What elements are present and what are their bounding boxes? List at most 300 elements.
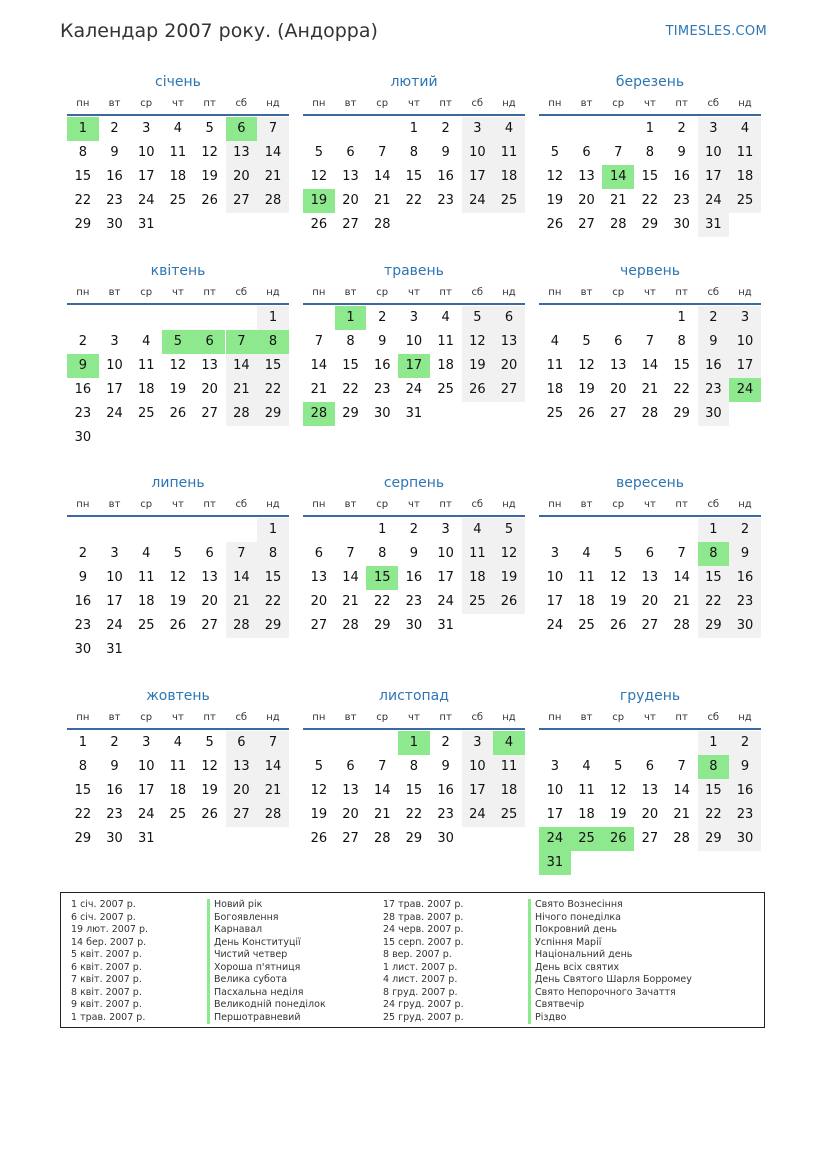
weekday-label: чт xyxy=(408,287,420,298)
day-cell: 21 xyxy=(373,193,391,208)
day-cell: 15 xyxy=(641,169,659,184)
day-cell: 30 xyxy=(74,430,92,445)
day-cell: 24 xyxy=(462,189,494,213)
weekday-label: пн xyxy=(548,712,562,723)
day-cell: 24 xyxy=(546,618,564,633)
day-cell: 30 xyxy=(698,402,730,426)
weekday-label: нд xyxy=(266,98,280,109)
legend-date: 5 квіт. 2007 р. xyxy=(71,949,142,960)
weekday-label: ср xyxy=(140,712,153,723)
day-cell: 10 xyxy=(106,358,123,373)
weekday-header xyxy=(303,497,525,517)
day-cell: 1 xyxy=(645,121,655,136)
day-cell: 27 xyxy=(493,378,525,402)
day-cell: 27 xyxy=(609,406,627,421)
day-cell: 22 xyxy=(698,803,730,827)
day-cell: 9 xyxy=(409,546,419,561)
day-cell: 3 xyxy=(550,546,559,561)
month-name: листопад xyxy=(379,688,449,704)
day-cell: 26 xyxy=(602,827,634,851)
legend-names-2 xyxy=(528,899,692,1024)
day-cell: 9 xyxy=(441,759,450,774)
day-cell: 22 xyxy=(74,807,92,822)
day-cell: 4 xyxy=(493,731,525,755)
day-cell: 29 xyxy=(405,831,423,846)
day-cell: 29 xyxy=(257,614,289,638)
legend-date: 17 трав. 2007 р. xyxy=(383,899,464,910)
legend-date: 7 квіт. 2007 р. xyxy=(71,974,142,985)
day-cell: 19 xyxy=(493,566,525,590)
day-cell: 14 xyxy=(673,783,690,798)
legend-date: 9 квіт. 2007 р. xyxy=(71,999,142,1010)
day-cell: 27 xyxy=(641,831,659,846)
day-cell: 30 xyxy=(74,642,92,657)
weekday-label: пн xyxy=(76,712,90,723)
legend-date: 28 трав. 2007 р. xyxy=(383,911,464,923)
day-cell: 19 xyxy=(169,382,187,397)
day-cell: 1 xyxy=(378,522,387,537)
legend-holiday-name: Свято Непорочного Зачаття xyxy=(528,987,692,1000)
day-cell: 3 xyxy=(142,121,151,136)
day-cell: 21 xyxy=(342,594,359,609)
day-cell: 1 xyxy=(257,518,289,542)
day-cell: 6 xyxy=(194,330,226,354)
weekday-label: чт xyxy=(172,287,184,298)
day-cell: 24 xyxy=(729,378,761,402)
weekday-header xyxy=(67,96,289,116)
day-cell: 5 xyxy=(205,735,214,750)
day-cell: 15 xyxy=(74,169,92,184)
day-cell: 24 xyxy=(405,382,423,397)
day-cell: 31 xyxy=(539,851,571,875)
day-cell: 19 xyxy=(578,382,595,397)
day-cell: 6 xyxy=(645,546,655,561)
day-cell: 19 xyxy=(201,169,218,184)
weekday-label: пт xyxy=(203,287,216,298)
day-cell: 30 xyxy=(373,406,391,421)
legend-holiday-name: День Святого Шарля Борромеу xyxy=(528,974,692,987)
day-cell: 23 xyxy=(106,193,123,208)
month-name: грудень xyxy=(619,688,681,704)
day-cell: 21 xyxy=(257,165,289,189)
day-cell: 25 xyxy=(169,193,187,208)
day-cell: 11 xyxy=(169,145,187,160)
weekday-label: пн xyxy=(312,98,326,109)
brand-link[interactable]: TIMESLES.COM xyxy=(665,24,767,39)
legend-date: 24 черв. 2007 р. xyxy=(383,924,464,935)
day-cell: 19 xyxy=(609,594,627,609)
day-cell: 20 xyxy=(226,165,258,189)
weekday-label: ср xyxy=(140,287,153,298)
day-cell: 10 xyxy=(137,759,155,774)
month-name: червень xyxy=(619,263,681,279)
day-cell: 9 xyxy=(729,755,761,779)
weekday-label: пт xyxy=(203,712,216,723)
day-cell: 9 xyxy=(110,145,119,160)
day-cell: 2 xyxy=(677,121,686,136)
day-cell: 12 xyxy=(169,358,187,373)
month-name: липень xyxy=(151,475,205,491)
weekday-label: нд xyxy=(738,98,752,109)
weekday-label: сб xyxy=(707,287,720,298)
month-name: лютий xyxy=(390,74,438,90)
legend-date: 25 груд. 2007 р. xyxy=(383,1011,464,1023)
day-cell: 10 xyxy=(698,141,730,165)
weekday-label: сб xyxy=(471,98,484,109)
day-cell: 11 xyxy=(578,570,595,585)
weekday-label: ср xyxy=(612,98,625,109)
day-cell: 8 xyxy=(698,542,730,566)
day-cell: 27 xyxy=(226,189,258,213)
day-cell: 7 xyxy=(346,546,355,561)
day-cell: 21 xyxy=(673,807,690,822)
day-cell: 26 xyxy=(578,406,595,421)
day-cell: 21 xyxy=(310,382,328,397)
weekday-label: чт xyxy=(172,98,184,109)
weekday-label: пт xyxy=(439,712,452,723)
day-cell: 14 xyxy=(226,354,258,378)
day-cell: 22 xyxy=(641,193,659,208)
day-cell: 8 xyxy=(409,145,419,160)
page-title: Календар 2007 року. (Андорра) xyxy=(60,20,378,42)
day-cell: 22 xyxy=(257,378,289,402)
day-cell: 2 xyxy=(729,731,761,755)
day-cell: 1 xyxy=(698,731,730,755)
day-cell: 31 xyxy=(405,406,423,421)
day-cell: 19 xyxy=(462,354,494,378)
weekday-label: сб xyxy=(471,712,484,723)
weekday-label: нд xyxy=(502,98,516,109)
day-cell: 12 xyxy=(310,169,328,184)
day-cell: 22 xyxy=(405,193,423,208)
day-cell: 12 xyxy=(201,759,218,774)
day-cell: 19 xyxy=(310,807,328,822)
legend-holiday-name: Великодній понеділок xyxy=(207,999,326,1012)
legend-holiday-name: Успіння Марії xyxy=(528,937,692,950)
day-cell: 30 xyxy=(106,217,123,232)
day-cell: 20 xyxy=(310,594,328,609)
day-cell: 23 xyxy=(729,590,761,614)
weekday-header xyxy=(539,710,761,730)
day-cell: 13 xyxy=(641,783,659,798)
day-cell: 7 xyxy=(614,145,623,160)
day-cell: 13 xyxy=(226,755,258,779)
day-cell: 23 xyxy=(437,807,454,822)
day-cell: 28 xyxy=(673,618,690,633)
legend-holiday-name: Першотравневий xyxy=(207,1012,326,1025)
day-cell: 12 xyxy=(609,783,627,798)
weekday-label: сб xyxy=(471,499,484,510)
weekday-label: ср xyxy=(140,98,153,109)
day-cell: 24 xyxy=(137,193,155,208)
day-cell: 26 xyxy=(310,831,328,846)
day-cell: 18 xyxy=(137,382,155,397)
weekday-header xyxy=(539,96,761,116)
day-cell: 1 xyxy=(677,310,686,325)
day-cell: 19 xyxy=(201,783,218,798)
day-cell: 5 xyxy=(205,121,214,136)
day-cell: 20 xyxy=(609,382,627,397)
legend-holiday-name: Покровний день xyxy=(528,924,692,937)
day-cell: 14 xyxy=(342,570,359,585)
day-cell: 8 xyxy=(257,542,289,566)
day-cell: 17 xyxy=(462,165,494,189)
month-name: квітень xyxy=(150,263,206,279)
day-cell: 2 xyxy=(698,306,730,330)
weekday-label: чт xyxy=(644,98,656,109)
day-cell: 27 xyxy=(201,406,218,421)
day-cell: 21 xyxy=(257,779,289,803)
weekday-label: пн xyxy=(548,287,562,298)
month-9 xyxy=(539,474,761,667)
month-name: березень xyxy=(615,74,685,90)
day-cell: 26 xyxy=(609,618,627,633)
day-cell: 26 xyxy=(169,406,187,421)
day-cell: 20 xyxy=(641,807,659,822)
weekday-label: ср xyxy=(376,499,389,510)
day-cell: 19 xyxy=(546,193,564,208)
day-cell: 5 xyxy=(582,334,591,349)
day-cell: 3 xyxy=(441,522,450,537)
day-cell: 11 xyxy=(137,358,155,373)
day-cell: 6 xyxy=(346,759,355,774)
day-cell: 5 xyxy=(550,145,559,160)
weekday-label: пт xyxy=(675,499,688,510)
month-10 xyxy=(67,687,289,880)
legend-holiday-name: Хороша п'ятниця xyxy=(207,962,326,975)
month-5 xyxy=(303,262,525,455)
weekday-label: нд xyxy=(738,499,752,510)
day-cell: 19 xyxy=(169,594,187,609)
weekday-label: вт xyxy=(108,98,121,109)
day-cell: 23 xyxy=(673,193,690,208)
weekday-label: нд xyxy=(266,712,280,723)
day-cell: 3 xyxy=(409,310,419,325)
day-cell: 20 xyxy=(201,594,218,609)
day-cell: 27 xyxy=(310,618,328,633)
day-cell: 17 xyxy=(398,354,430,378)
day-cell: 24 xyxy=(437,594,454,609)
day-cell: 10 xyxy=(546,570,564,585)
day-cell: 25 xyxy=(462,590,494,614)
weekday-label: пн xyxy=(548,98,562,109)
day-cell: 17 xyxy=(729,354,761,378)
legend-dates-2 xyxy=(383,899,464,1024)
day-cell: 16 xyxy=(106,169,123,184)
day-cell: 16 xyxy=(729,779,761,803)
weekday-label: пн xyxy=(76,98,90,109)
legend-date: 24 груд. 2007 р. xyxy=(383,999,464,1010)
legend-date: 8 квіт. 2007 р. xyxy=(71,986,142,998)
weekday-header xyxy=(539,497,761,517)
day-cell: 19 xyxy=(609,807,627,822)
weekday-label: пт xyxy=(203,499,216,510)
weekday-label: сб xyxy=(235,287,248,298)
day-cell: 3 xyxy=(462,731,494,755)
day-cell: 8 xyxy=(645,145,655,160)
day-cell: 28 xyxy=(303,402,335,426)
weekday-label: нд xyxy=(266,287,280,298)
day-cell: 16 xyxy=(673,169,690,184)
legend-date: 8 вер. 2007 р. xyxy=(383,949,452,960)
day-cell: 17 xyxy=(546,807,564,822)
day-cell: 15 xyxy=(405,783,423,798)
day-cell: 31 xyxy=(698,213,730,237)
day-cell: 10 xyxy=(462,755,494,779)
weekday-label: ср xyxy=(376,98,389,109)
day-cell: 29 xyxy=(673,406,690,421)
day-cell: 16 xyxy=(437,783,454,798)
day-cell: 2 xyxy=(729,518,761,542)
day-cell: 22 xyxy=(373,594,391,609)
weekday-header xyxy=(67,710,289,730)
legend-holiday-name: Карнавал xyxy=(207,924,326,937)
weekday-header xyxy=(303,96,525,116)
day-cell: 21 xyxy=(373,807,391,822)
day-cell: 28 xyxy=(257,189,289,213)
legend-date: 14 бер. 2007 р. xyxy=(71,936,147,948)
day-cell: 18 xyxy=(546,382,564,397)
day-cell: 4 xyxy=(550,334,559,349)
day-cell: 10 xyxy=(729,330,761,354)
day-cell: 9 xyxy=(78,570,87,585)
legend-date: 8 груд. 2007 р. xyxy=(383,986,458,998)
day-cell: 25 xyxy=(137,406,155,421)
day-cell: 31 xyxy=(137,217,155,232)
weekday-header xyxy=(303,710,525,730)
weekday-label: пт xyxy=(675,712,688,723)
day-cell: 4 xyxy=(582,759,591,774)
legend-holiday-name: Нічого понеділка xyxy=(528,912,692,925)
day-cell: 12 xyxy=(462,330,494,354)
day-cell: 27 xyxy=(226,803,258,827)
day-cell: 7 xyxy=(378,759,387,774)
day-cell: 6 xyxy=(314,546,323,561)
day-cell: 2 xyxy=(378,310,387,325)
day-cell: 21 xyxy=(609,193,627,208)
day-cell: 18 xyxy=(169,169,187,184)
weekday-header xyxy=(303,285,525,305)
weekday-label: ср xyxy=(140,499,153,510)
weekday-label: ср xyxy=(612,712,625,723)
day-cell: 6 xyxy=(645,759,655,774)
weekday-label: пн xyxy=(76,499,90,510)
day-cell: 1 xyxy=(78,735,87,750)
weekday-label: нд xyxy=(738,712,752,723)
weekday-label: пт xyxy=(439,98,452,109)
day-cell: 10 xyxy=(546,783,564,798)
day-cell: 7 xyxy=(677,546,686,561)
day-cell: 17 xyxy=(462,779,494,803)
weekday-label: нд xyxy=(738,287,752,298)
day-cell: 12 xyxy=(169,570,187,585)
day-cell: 1 xyxy=(335,306,367,330)
weekday-label: чт xyxy=(644,712,656,723)
day-cell: 6 xyxy=(205,546,214,561)
day-cell: 25 xyxy=(137,618,155,633)
day-cell: 11 xyxy=(729,141,761,165)
month-name: травень xyxy=(384,263,444,279)
weekday-label: чт xyxy=(172,712,184,723)
weekday-label: вт xyxy=(108,287,121,298)
day-cell: 23 xyxy=(405,594,423,609)
day-cell: 15 xyxy=(673,358,690,373)
day-cell: 23 xyxy=(106,807,123,822)
day-cell: 13 xyxy=(342,169,359,184)
day-cell: 3 xyxy=(110,334,119,349)
day-cell: 23 xyxy=(74,618,92,633)
day-cell: 18 xyxy=(137,594,155,609)
day-cell: 8 xyxy=(78,145,87,160)
day-cell: 15 xyxy=(698,779,730,803)
day-cell: 12 xyxy=(609,570,627,585)
month-12 xyxy=(539,687,761,880)
month-name: серпень xyxy=(383,475,445,491)
day-cell: 4 xyxy=(493,117,525,141)
day-cell: 11 xyxy=(137,570,155,585)
day-cell: 25 xyxy=(729,189,761,213)
day-cell: 28 xyxy=(373,831,391,846)
day-cell: 3 xyxy=(698,117,730,141)
legend-holiday-name: День Конституції xyxy=(207,937,326,950)
day-cell: 12 xyxy=(578,358,595,373)
day-cell: 2 xyxy=(441,735,450,750)
day-cell: 23 xyxy=(729,803,761,827)
legend-date: 1 січ. 2007 р. xyxy=(71,899,136,910)
weekday-label: вт xyxy=(580,499,593,510)
holiday-legend xyxy=(60,892,765,1028)
month-4 xyxy=(67,262,289,455)
day-cell: 24 xyxy=(137,807,155,822)
day-cell: 16 xyxy=(437,169,454,184)
day-cell: 8 xyxy=(378,546,387,561)
weekday-label: вт xyxy=(580,98,593,109)
legend-holiday-name: Пасхальна неділя xyxy=(207,987,326,1000)
day-cell: 7 xyxy=(257,117,289,141)
day-cell: 14 xyxy=(641,358,659,373)
day-cell: 30 xyxy=(437,831,454,846)
legend-date: 19 лют. 2007 р. xyxy=(71,924,148,935)
day-cell: 2 xyxy=(409,522,419,537)
day-cell: 25 xyxy=(571,827,603,851)
legend-date: 4 лист. 2007 р. xyxy=(383,974,458,985)
day-cell: 18 xyxy=(462,566,494,590)
day-cell: 27 xyxy=(578,217,595,232)
day-cell: 29 xyxy=(698,614,730,638)
month-name: січень xyxy=(155,74,201,90)
day-cell: 14 xyxy=(257,141,289,165)
day-cell: 5 xyxy=(614,546,623,561)
day-cell: 7 xyxy=(226,330,258,354)
weekday-label: вт xyxy=(344,287,357,298)
day-cell: 29 xyxy=(257,402,289,426)
day-cell: 8 xyxy=(409,759,419,774)
day-cell: 25 xyxy=(578,618,595,633)
weekday-label: пн xyxy=(312,499,326,510)
day-cell: 23 xyxy=(437,193,454,208)
weekday-label: нд xyxy=(502,499,516,510)
month-6 xyxy=(539,262,761,455)
legend-date: 1 трав. 2007 р. xyxy=(71,1011,146,1023)
day-cell: 16 xyxy=(74,382,92,397)
day-cell: 3 xyxy=(110,546,119,561)
legend-date: 6 квіт. 2007 р. xyxy=(71,961,142,973)
day-cell: 20 xyxy=(201,382,218,397)
day-cell: 17 xyxy=(106,382,123,397)
day-cell: 1 xyxy=(67,117,99,141)
day-cell: 28 xyxy=(257,803,289,827)
day-cell: 1 xyxy=(257,306,289,330)
